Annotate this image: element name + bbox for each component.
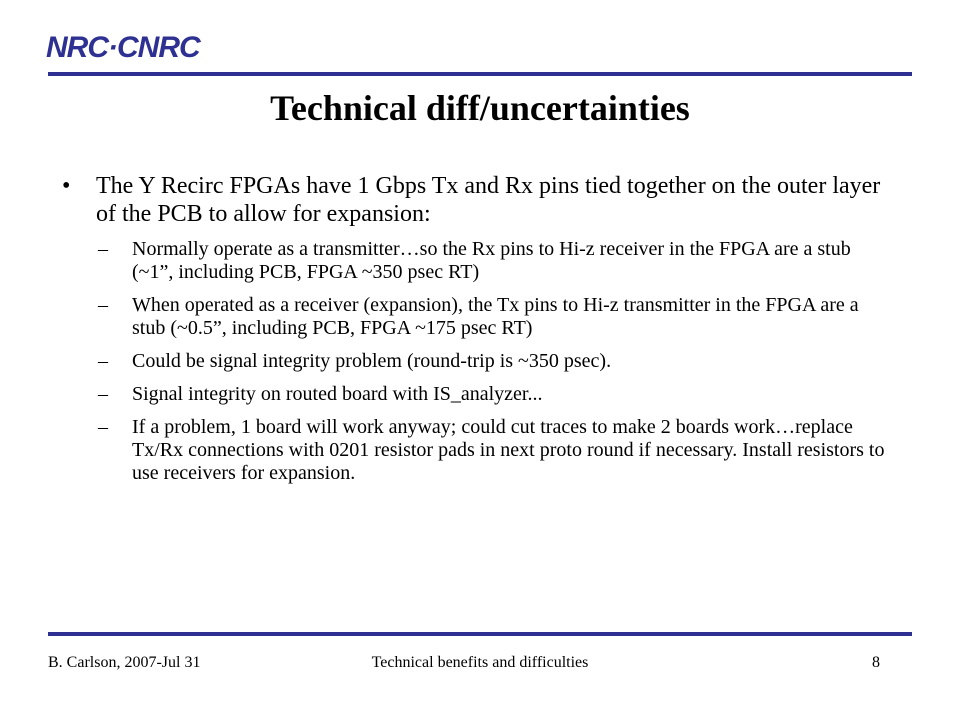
footer-author: B. Carlson, 2007-Jul 31 — [48, 654, 201, 671]
sub-bullet — [98, 383, 892, 406]
svg-text:NRC·CNRC: NRC·CNRC — [46, 31, 200, 64]
sub-bullet-list — [62, 238, 892, 485]
sub-bullet-text: Could be signal integrity problem (round-trip is ~350 psec). — [132, 350, 612, 372]
dash-icon: – — [98, 416, 108, 438]
dash-icon: – — [98, 350, 108, 372]
dash-icon: – — [98, 294, 108, 316]
sub-bullet — [98, 238, 892, 284]
dash-icon: – — [98, 383, 108, 405]
sub-bullet — [98, 350, 892, 373]
sub-bullet-text: Signal integrity on routed board with IS_analyzer... — [132, 383, 543, 405]
footer-rule — [48, 632, 912, 636]
sub-bullet-text: If a problem, 1 board will work anyway; could cut traces to make 2 boards work…replace Tx/Rx connections with 0201 resistor pads in next proto round if necessary. Install resistors to use receivers for expansion. — [132, 416, 885, 484]
sub-bullet-text: When operated as a receiver (expansion), the Tx pins to Hi-z transmitter in the FPGA are a stub (~0.5”, including PCB, FPGA ~175 psec RT) — [132, 294, 859, 339]
header-rule — [48, 72, 912, 76]
sub-bullet — [98, 416, 892, 485]
sub-bullet — [98, 294, 892, 340]
dash-icon: – — [98, 238, 108, 260]
slide-title: Technical diff/uncertainties — [270, 88, 690, 128]
slide-body — [62, 172, 892, 495]
footer-title: Technical benefits and difficulties — [371, 654, 589, 671]
main-bullet — [62, 172, 892, 228]
nrc-cnrc-logo — [46, 30, 236, 64]
sub-bullet-text: Normally operate as a transmitter…so the Rx pins to Hi-z receiver in the FPGA are a stub (~1”, including PCB, FPGA ~350 psec RT) — [132, 238, 851, 283]
page-number: 8 — [872, 654, 880, 671]
bullet-dot-icon: • — [62, 173, 71, 199]
main-bullet-text: The Y Recirc FPGAs have 1 Gbps Tx and Rx pins tied together on the outer layer of the PCB to allow for expansion: — [96, 173, 881, 227]
